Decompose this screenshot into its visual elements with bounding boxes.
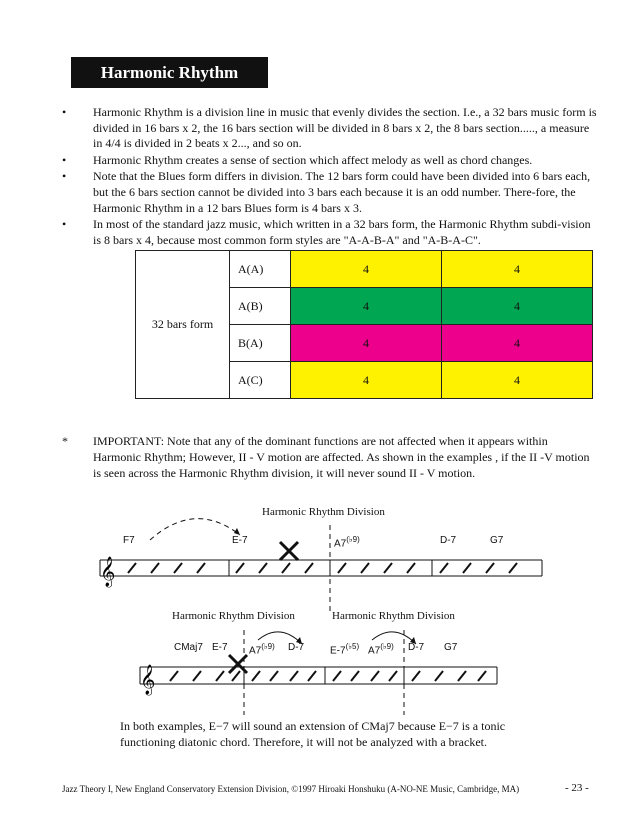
chord-symbol: D-7: [288, 642, 305, 653]
bullet-icon: •: [62, 105, 67, 119]
bullet-text: Note that the Blues form differs in division. The 12 bars form could have been divided into 6 bars each, but the 6 bars section cannot be divided into 3 bars each because it is an odd number. There-fore, the Harmonic Rhythm in a 12 bars Blues form is 4 bars x 3.: [93, 169, 591, 215]
division-label: Harmonic Rhythm Division: [332, 610, 455, 622]
staff-2: [140, 667, 497, 684]
bullet-icon: •: [62, 217, 67, 232]
bar-count-cell: 4: [442, 251, 593, 288]
bar-count-cell: 4: [442, 362, 593, 399]
chord-symbol: G7: [490, 535, 504, 546]
chord-symbol: $A7^{(♭9)}$: [368, 642, 394, 657]
chord-symbol: $A7^{(♭9)}$: [249, 642, 275, 657]
bullet-text: In most of the standard jazz music, which written in a 32 bars form, the Harmonic Rhythm subdi-vision is 8 bars x 4, because most common form styles are "A-A-B-A" and "A-B-A-C".: [93, 217, 591, 247]
bar-count-cell: 4: [442, 288, 593, 325]
conclusion-text: In both examples, E−7 will sound an extension of CMaj7 because E−7 is a tonic functioning diatonic chord. Therefore, it will not be analyzed with a bracket.: [120, 719, 506, 749]
chord-symbol: E-7: [232, 535, 248, 546]
bullet-icon: •: [62, 169, 67, 184]
section-label: A(C): [230, 362, 291, 399]
cross-icon: [229, 655, 247, 673]
page-title: Harmonic Rhythm: [71, 57, 268, 88]
chord-symbol: F7: [123, 535, 135, 546]
bar-count-cell: 4: [291, 251, 442, 288]
chord-symbol: E-7: [212, 642, 228, 653]
division-label: Harmonic Rhythm Division: [262, 506, 385, 518]
chord-symbol: G7: [444, 642, 458, 653]
bullet-text: Harmonic Rhythm creates a sense of section which affect melody as well as chord changes.: [93, 152, 533, 167]
section-label: B(A): [230, 325, 291, 362]
section-label: A(A): [230, 251, 291, 288]
footer-credit: Jazz Theory I, New England Conservatory Extension Division, ©1997 Hiroaki Honshuku (A-NO-NE Music, Cambridge, MA): [62, 784, 520, 794]
bar-count-cell: 4: [291, 288, 442, 325]
chord-symbol: CMaj7: [174, 642, 203, 653]
bullet-icon: •: [62, 152, 67, 167]
bullet-text: Harmonic Rhythm is a division line in music that evenly divides the section. I.e., a 32 bars music form is divided in 16 bars x 2, the 16 bars section will be divided in 8 bars x 2, the 8 bars section....., a measure in 4/4 is divided in 2 beats x 2..., and so on.: [93, 105, 597, 151]
bar-count-cell: 4: [442, 325, 593, 362]
chord-symbol: $A7^{(♭9)}$: [334, 535, 360, 550]
bar-count-cell: 4: [291, 325, 442, 362]
section-label: A(B): [230, 288, 291, 325]
important-text: IMPORTANT: Note that any of the dominant functions are not affected when it appears within Harmonic Rhythm; However, II - V motion are affected. As shown in the examples , if the II -V motion is seen across the Harmonic Rhythm division, it will never sound II - V motion.: [93, 434, 590, 480]
bar-count-cell: 4: [291, 362, 442, 399]
form-label: 32 bars form: [136, 251, 230, 399]
chord-symbol: $E-7^{(♭5)}$: [330, 642, 360, 657]
page-number: - 23 -: [565, 782, 589, 794]
chord-symbol: D-7: [408, 642, 425, 653]
slashes-1: [128, 563, 517, 573]
asterisk-icon: *: [62, 434, 68, 448]
chord-symbol: D-7: [440, 535, 457, 546]
staff-1: [100, 560, 542, 576]
resolution-arrow: [150, 519, 240, 540]
treble-clef-icon: 𝄞: [100, 557, 116, 586]
slashes-2: [170, 671, 486, 681]
division-label: Harmonic Rhythm Division: [172, 610, 295, 622]
treble-clef-icon: 𝄞: [140, 665, 156, 694]
cross-icon: [280, 542, 298, 560]
